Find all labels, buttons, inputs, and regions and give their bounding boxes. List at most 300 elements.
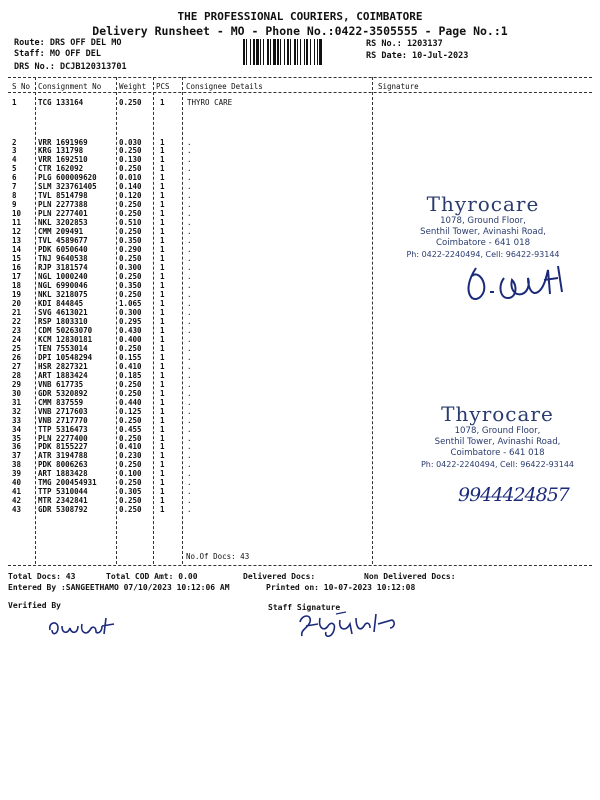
- row-pcs: 1: [160, 424, 165, 434]
- row-weight: 0.120: [119, 191, 142, 201]
- thyrocare-stamp: [405, 402, 590, 470]
- row-pcs: 1: [160, 478, 165, 488]
- row-consignee: .: [187, 415, 192, 425]
- verified-by-signature: [44, 612, 124, 642]
- row-consignment: CDM 50263070: [38, 325, 93, 335]
- row-consignee: .: [187, 191, 192, 201]
- row-pcs: 1: [160, 289, 165, 299]
- row-consignee: .: [187, 424, 192, 434]
- barcode-bar: [314, 39, 315, 65]
- row-sno: 41: [12, 487, 22, 497]
- row-pcs: 1: [160, 227, 165, 237]
- row-pcs: 1: [160, 316, 165, 326]
- row-pcs: 1: [160, 505, 165, 515]
- row-sno: 20: [12, 298, 22, 308]
- col-header-signature: Signature: [378, 82, 419, 91]
- row-pcs: 1: [160, 155, 165, 165]
- row-consignment: ATR 3194788: [38, 451, 88, 461]
- row-weight: 0.410: [119, 361, 142, 371]
- row-weight: 0.250: [119, 496, 142, 506]
- row-weight: 0.250: [119, 227, 142, 237]
- row-sno: 21: [12, 307, 22, 317]
- row-consignment: NGL 6990046: [38, 281, 88, 291]
- row-consignment: NGL 1000240: [38, 272, 88, 282]
- row-sno: 15: [12, 254, 22, 264]
- row-consignment: GDR 5308792: [38, 505, 88, 515]
- row-weight: 0.250: [119, 146, 142, 156]
- row-sno: 34: [12, 424, 22, 434]
- row-weight: 0.250: [119, 388, 142, 398]
- row-consignee: .: [187, 200, 192, 210]
- row-pcs: 1: [160, 137, 165, 147]
- barcode-bar: [273, 39, 276, 65]
- barcode-bar: [263, 39, 264, 65]
- row-weight: 0.290: [119, 245, 142, 255]
- row-pcs: 1: [160, 191, 165, 201]
- row-consignment: TMG 200454931: [38, 478, 97, 488]
- row-consignee: .: [187, 173, 192, 183]
- handwritten-phone-number: 9944424857: [458, 484, 569, 506]
- row-weight: 0.125: [119, 406, 142, 416]
- table-row: [0, 317, 600, 326]
- company-title: THE PROFESSIONAL COURIERS, COIMBATORE: [177, 10, 423, 23]
- row-consignee: .: [187, 478, 192, 488]
- row-weight: 0.140: [119, 182, 142, 192]
- table-row: [0, 371, 600, 380]
- row-consignee: .: [187, 209, 192, 219]
- stamp-address-line: 1078, Ground Floor,: [454, 426, 541, 436]
- row-weight: 0.250: [119, 433, 142, 443]
- table-row: [0, 182, 600, 191]
- row-consignment: KCM 12830181: [38, 334, 93, 344]
- row-pcs: 1: [160, 334, 165, 344]
- row-weight: 0.250: [119, 289, 142, 299]
- row-pcs: 1: [160, 487, 165, 497]
- row-weight: 0.030: [119, 137, 142, 147]
- row-pcs: 1: [160, 460, 165, 470]
- total-docs: Total Docs: 43: [8, 572, 76, 581]
- row-consignee: .: [187, 307, 192, 317]
- row-consignee: .: [187, 236, 192, 246]
- row-consignment: PLN 2277388: [38, 200, 88, 210]
- row-consignment: GDR 5320892: [38, 388, 88, 398]
- row-consignee: .: [187, 343, 192, 353]
- row-pcs: 1: [160, 173, 165, 183]
- row-consignment: VRR 1692510: [38, 155, 88, 165]
- row-weight: 0.440: [119, 397, 142, 407]
- row-pcs: 1: [160, 236, 165, 246]
- entered-by: Entered By :SANGEETHAMO 07/10/2023 10:12:06 AM: [8, 583, 230, 592]
- row-sno: 11: [12, 218, 22, 228]
- row-consignee: .: [187, 281, 192, 291]
- row-sno: 40: [12, 478, 22, 488]
- delivered-docs: Delivered Docs:: [243, 572, 316, 581]
- col-header-weight: Weight: [119, 82, 147, 91]
- table-row: [0, 98, 600, 107]
- verified-by-label: Verified By: [8, 601, 61, 610]
- row-consignee: .: [187, 469, 192, 479]
- row-consignee: .: [187, 442, 192, 452]
- row-consignee: .: [187, 433, 192, 443]
- row-sno: 31: [12, 397, 22, 407]
- row-consignee: .: [187, 487, 192, 497]
- row-pcs: 1: [160, 343, 165, 353]
- row-sno: 36: [12, 442, 22, 452]
- row-consignment: VRR 1691969: [38, 137, 88, 147]
- row-consignment: SLM 323761405: [38, 182, 97, 192]
- row-weight: 0.300: [119, 307, 142, 317]
- row-pcs: 1: [160, 182, 165, 192]
- barcode-bar: [317, 39, 318, 65]
- row-consignee: .: [187, 460, 192, 470]
- row-sno: 17: [12, 272, 22, 282]
- stamp-logo: Thyrocare: [426, 192, 540, 216]
- row-consignee: .: [187, 505, 192, 515]
- row-weight: 0.130: [119, 155, 142, 165]
- row-consignment: PDK 8155227: [38, 442, 88, 452]
- row-consignee: .: [187, 388, 192, 398]
- row-consignee: .: [187, 496, 192, 506]
- row-pcs: 1: [160, 388, 165, 398]
- row-weight: 0.350: [119, 236, 142, 246]
- barcode-bar: [290, 39, 291, 65]
- row-consignee: .: [187, 137, 192, 147]
- row-weight: 0.155: [119, 352, 142, 362]
- table-row: [0, 138, 600, 147]
- row-consignee: .: [187, 164, 192, 174]
- row-weight: 0.350: [119, 281, 142, 291]
- row-pcs: 1: [160, 469, 165, 479]
- row-consignee: .: [187, 451, 192, 461]
- row-sno: 5: [12, 164, 17, 174]
- row-sno: 14: [12, 245, 22, 255]
- row-pcs: 1: [160, 281, 165, 291]
- row-weight: 0.295: [119, 316, 142, 326]
- row-weight: 0.250: [119, 98, 142, 107]
- table-row: [0, 164, 600, 173]
- row-weight: 0.250: [119, 415, 142, 425]
- row-pcs: 1: [160, 361, 165, 371]
- col-header-pcs: PCS: [156, 82, 170, 91]
- row-consignee: .: [187, 397, 192, 407]
- row-weight: 0.250: [119, 209, 142, 219]
- row-sno: 12: [12, 227, 22, 237]
- row-consignment: TEN 7553014: [38, 343, 88, 353]
- row-pcs: 1: [160, 451, 165, 461]
- barcode-bar: [297, 39, 298, 65]
- staff-signature-label: Staff Signature: [268, 603, 341, 612]
- stamp-address-line: 1078, Ground Floor,: [440, 216, 526, 226]
- row-sno: 39: [12, 469, 22, 479]
- row-consignee: .: [187, 182, 192, 192]
- barcode-bar: [300, 39, 301, 65]
- row-pcs: 1: [160, 218, 165, 228]
- thyrocare-stamp: [393, 192, 573, 260]
- drs-number: DRS No.: DCJB120313701: [14, 62, 127, 72]
- row-weight: 0.250: [119, 200, 142, 210]
- table-row: [0, 326, 600, 335]
- row-consignment: PDK 8006263: [38, 460, 88, 470]
- row-sno: 3: [12, 146, 17, 156]
- table-row: [0, 335, 600, 344]
- row-weight: 0.250: [119, 478, 142, 488]
- table-row: [0, 344, 600, 353]
- row-weight: 0.250: [119, 460, 142, 470]
- row-weight: 0.410: [119, 442, 142, 452]
- non-delivered-docs: Non Delivered Docs:: [364, 572, 456, 581]
- row-sno: 4: [12, 155, 17, 165]
- stamp-logo: Thyrocare: [441, 402, 554, 426]
- row-consignment: PLN 2277400: [38, 433, 88, 443]
- row-weight: 0.100: [119, 469, 142, 479]
- row-consignee: .: [187, 146, 192, 156]
- no-of-docs: No.Of Docs: 43: [186, 552, 250, 561]
- row-pcs: 1: [160, 325, 165, 335]
- row-consignment: MTR 2342841: [38, 496, 88, 506]
- table-row: [0, 308, 600, 317]
- row-weight: 0.430: [119, 325, 142, 335]
- row-consignment: PLG 600009620: [38, 173, 97, 183]
- row-consignment: RJP 3181574: [38, 263, 88, 273]
- row-sno: 38: [12, 460, 22, 470]
- row-sno: 22: [12, 316, 22, 326]
- row-sno: 13: [12, 236, 22, 246]
- table-row: [0, 353, 600, 362]
- barcode-bar: [267, 39, 269, 65]
- row-consignment: TCG 133164: [38, 98, 84, 107]
- barcode-bar: [304, 39, 305, 65]
- row-sno: 24: [12, 334, 22, 344]
- row-weight: 0.300: [119, 263, 142, 273]
- stamp-phone-line: Ph: 0422-2240494, Cell: 96422-93144: [420, 460, 575, 469]
- stamp-phone-line: Ph: 0422-2240494, Cell: 96422-93144: [406, 250, 560, 259]
- row-sno: 18: [12, 281, 22, 291]
- row-weight: 0.250: [119, 505, 142, 515]
- row-consignee: .: [187, 352, 192, 362]
- row-sno: 8: [12, 191, 17, 201]
- row-sno: 43: [12, 505, 22, 515]
- row-consignee: .: [187, 218, 192, 228]
- barcode-bar: [287, 39, 289, 65]
- table-row: [0, 505, 600, 514]
- row-sno: 29: [12, 379, 22, 389]
- row-sno: 10: [12, 209, 22, 219]
- row-sno: 35: [12, 433, 22, 443]
- row-weight: 0.250: [119, 254, 142, 264]
- row-pcs: 1: [160, 209, 165, 219]
- row-consignment: SVG 4613021: [38, 307, 88, 317]
- row-sno: 26: [12, 352, 22, 362]
- row-sno: 16: [12, 263, 22, 273]
- row-consignment: CTR 162092: [38, 164, 84, 174]
- row-sno: 19: [12, 289, 22, 299]
- row-consignment: KDI 844845: [38, 298, 84, 308]
- row-consignment: ART 1883428: [38, 469, 88, 479]
- row-sno: 27: [12, 361, 22, 371]
- barcode-bar: [243, 39, 245, 65]
- row-pcs: 1: [160, 397, 165, 407]
- col-header-consignment: Consignment No: [38, 82, 102, 91]
- row-consignment: DPI 10548294: [38, 352, 93, 362]
- row-consignment: CMM 209491: [38, 227, 84, 237]
- row-consignment: TVL 4589677: [38, 236, 88, 246]
- stamp-address-line: Coimbatore - 641 018: [450, 448, 545, 458]
- row-sno: 42: [12, 496, 22, 506]
- row-consignment: HSR 2827321: [38, 361, 88, 371]
- row-weight: 0.250: [119, 379, 142, 389]
- row-consignee: .: [187, 254, 192, 264]
- row-consignee: .: [187, 379, 192, 389]
- row-weight: 0.250: [119, 164, 142, 174]
- row-pcs: 1: [160, 352, 165, 362]
- row-consignment: TNJ 9640538: [38, 254, 88, 264]
- barcode-bar: [284, 39, 285, 65]
- row-weight: 0.230: [119, 451, 142, 461]
- runsheet-barcode: [243, 39, 357, 65]
- barcode-bar: [277, 39, 279, 65]
- row-pcs: 1: [160, 254, 165, 264]
- row-sno: 25: [12, 343, 22, 353]
- row-pcs: 1: [160, 298, 165, 308]
- row-consignee: .: [187, 361, 192, 371]
- table-row: [0, 155, 600, 164]
- barcode-bar: [280, 39, 281, 65]
- barcode-bar: [253, 39, 255, 65]
- barcode-bar: [256, 39, 259, 65]
- rs-number: RS No.: 1203137: [366, 39, 443, 49]
- row-consignment: VNB 2717603: [38, 406, 88, 416]
- row-consignee: .: [187, 289, 192, 299]
- row-sno: 28: [12, 370, 22, 380]
- row-consignment: VNB 2717770: [38, 415, 88, 425]
- header-top-rule: [8, 77, 592, 78]
- staff-signature: [296, 608, 406, 644]
- row-consignee: .: [187, 298, 192, 308]
- barcode-bar: [294, 39, 296, 65]
- row-consignee: .: [187, 334, 192, 344]
- row-sno: 1: [12, 98, 17, 107]
- row-pcs: 1: [160, 370, 165, 380]
- table-row: [0, 380, 600, 389]
- staff-label: Staff: MO OFF DEL: [14, 49, 101, 59]
- row-pcs: 1: [160, 379, 165, 389]
- row-consignee: .: [187, 263, 192, 273]
- row-pcs: 1: [160, 272, 165, 282]
- row-weight: 0.185: [119, 370, 142, 380]
- route-label: Route: DRS OFF DEL MO: [14, 38, 122, 48]
- row-pcs: 1: [160, 146, 165, 156]
- row-consignment: CMM 837559: [38, 397, 84, 407]
- row-pcs: 1: [160, 433, 165, 443]
- table-row: [0, 173, 600, 182]
- total-cod-amount: Total COD Amt: 0.00: [106, 572, 198, 581]
- header-bottom-rule: [8, 92, 592, 93]
- barcode-bar: [260, 39, 261, 65]
- row-consignment: RSP 1803310: [38, 316, 88, 326]
- row-consignment: TTP 5310044: [38, 487, 88, 497]
- table-row: [0, 389, 600, 398]
- row-sno: 23: [12, 325, 22, 335]
- row-sno: 6: [12, 173, 17, 183]
- row-sno: 32: [12, 406, 22, 416]
- row-sno: 9: [12, 200, 17, 210]
- row-pcs: 1: [160, 496, 165, 506]
- row-sno: 37: [12, 451, 22, 461]
- stamp-address-line: Senthil Tower, Avinashi Road,: [420, 227, 546, 237]
- table-bottom-rule: [8, 565, 592, 566]
- row-consignee: .: [187, 245, 192, 255]
- row-consignment: ART 1883424: [38, 370, 88, 380]
- row-sno: 7: [12, 182, 17, 192]
- row-consignee: THYRO CARE: [187, 98, 233, 107]
- row-consignment: TVL 8514798: [38, 191, 88, 201]
- stamp-address-line: Coimbatore - 641 018: [435, 238, 531, 248]
- row-consignment: PDK 6050640: [38, 245, 88, 255]
- runsheet-subtitle: Delivery Runsheet - MO - Phone No.:0422-3505555 - Page No.:1: [92, 24, 508, 38]
- row-consignee: .: [187, 155, 192, 165]
- row-weight: 0.305: [119, 487, 142, 497]
- row-consignee: .: [187, 227, 192, 237]
- barcode-bar: [250, 39, 251, 65]
- row-weight: 0.455: [119, 424, 142, 434]
- barcode-bar: [246, 39, 247, 65]
- row-consignment: TTP 5316473: [38, 424, 88, 434]
- row-consignee: .: [187, 406, 192, 416]
- row-consignee: .: [187, 370, 192, 380]
- row-weight: 0.400: [119, 334, 142, 344]
- row-pcs: 1: [160, 307, 165, 317]
- handwritten-signature: [458, 258, 578, 308]
- barcode-bar: [310, 39, 311, 65]
- rs-date: RS Date: 10-Jul-2023: [366, 51, 469, 61]
- printed-on: Printed on: 10-07-2023 10:12:08: [266, 583, 416, 592]
- row-consignment: NKL 3218075: [38, 289, 88, 299]
- row-pcs: 1: [160, 442, 165, 452]
- stamp-address-line: Senthil Tower, Avinashi Road,: [434, 437, 561, 447]
- row-pcs: 1: [160, 164, 165, 174]
- row-weight: 0.250: [119, 343, 142, 353]
- col-header-sno: S No: [12, 82, 31, 91]
- row-sno: 2: [12, 137, 17, 147]
- row-pcs: 1: [160, 406, 165, 416]
- barcode-bar: [306, 39, 308, 65]
- row-consignee: .: [187, 316, 192, 326]
- row-weight: 0.510: [119, 218, 142, 228]
- row-consignment: PLN 2277401: [38, 209, 88, 219]
- row-weight: 1.065: [119, 298, 142, 308]
- row-pcs: 1: [160, 200, 165, 210]
- row-weight: 0.250: [119, 272, 142, 282]
- row-pcs: 1: [160, 263, 165, 273]
- row-consignment: KRG 131798: [38, 146, 84, 156]
- barcode-bar: [319, 39, 322, 65]
- row-consignment: VNB 617735: [38, 379, 84, 389]
- row-pcs: 1: [160, 415, 165, 425]
- row-consignee: .: [187, 325, 192, 335]
- row-sno: 30: [12, 388, 22, 398]
- row-weight: 0.010: [119, 173, 142, 183]
- row-consignee: .: [187, 272, 192, 282]
- row-pcs: 1: [160, 245, 165, 255]
- barcode-bar: [270, 39, 271, 65]
- row-pcs: 1: [160, 98, 165, 107]
- row-sno: 33: [12, 415, 22, 425]
- col-header-details: Consignee Details: [186, 82, 263, 91]
- table-row: [0, 469, 600, 478]
- row-consignment: NKL 3202853: [38, 218, 88, 228]
- table-row: [0, 146, 600, 155]
- table-row: [0, 362, 600, 371]
